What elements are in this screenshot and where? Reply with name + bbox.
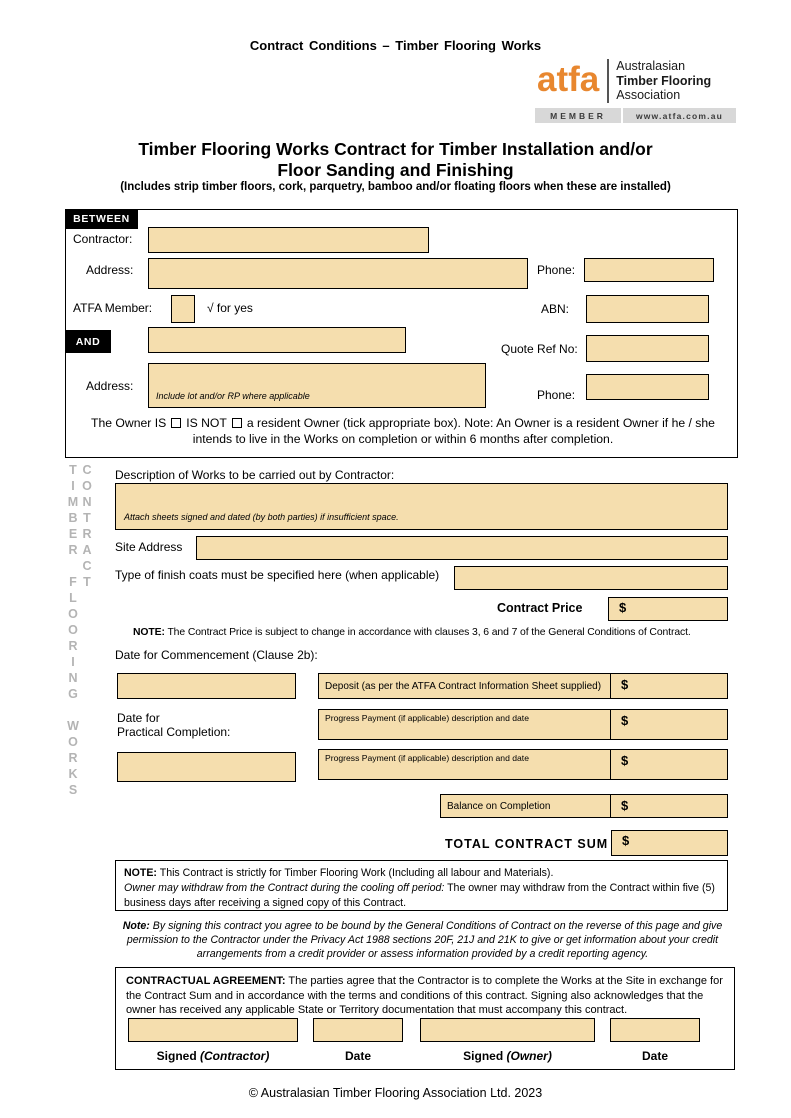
logo-org-line1: Australasian — [616, 59, 686, 74]
deposit-amount-field[interactable] — [611, 674, 727, 698]
owner-is-checkbox[interactable] — [171, 418, 181, 428]
dollar-sign: $ — [619, 600, 627, 615]
contractor-name-field[interactable] — [148, 227, 429, 253]
between-label: BETWEEN — [65, 209, 138, 229]
privacy-note — [100, 920, 745, 961]
site-address-field[interactable] — [196, 536, 728, 560]
resident-owner-statement — [79, 416, 727, 448]
finish-coats-field[interactable] — [454, 566, 728, 590]
progress-payment-2-amount-field[interactable] — [611, 750, 727, 779]
dollar-sign: $ — [622, 833, 630, 848]
description-of-works-label: Description of Works to be carried out by Contractor: — [115, 468, 395, 482]
sig-label-paren: (Owner) — [506, 1049, 552, 1063]
quote-ref-label: Quote Ref No: — [501, 342, 578, 356]
owner-phone-label: Phone: — [537, 388, 576, 402]
note1-bold: NOTE: — [124, 867, 157, 879]
dollar-sign: $ — [621, 713, 629, 728]
total-contract-sum-field[interactable] — [611, 830, 728, 856]
note1-rest: The owner may withdraw from the Contract within five (5) business days after receiving a signed copy of this Contract. — [124, 881, 715, 909]
logo-org-name — [616, 59, 711, 102]
contract-title-line1: Timber Flooring Works Contract for Timber Installation and/or — [138, 139, 653, 159]
agreement-text: The parties agree that the Contractor is to complete the Works at the Site in exchange for the Contract Sum and in accordance with the terms and conditions of this contract. Signing also acknowledges that the owner has received any applicable State or Territory documentation that must accompany this contract. — [126, 975, 723, 1017]
progress-payment-1-label: Progress Payment (if applicable) description and date — [319, 710, 611, 739]
contractor-label: Contractor: — [73, 232, 133, 246]
atfa-member-checkbox[interactable] — [171, 295, 195, 323]
logo-org-line3: Association — [616, 88, 681, 103]
signed-contractor-field[interactable] — [128, 1018, 298, 1042]
copyright-footer: © Australasian Timber Flooring Association Ltd. 2023 — [248, 1086, 543, 1100]
abn-field[interactable] — [586, 295, 709, 323]
owner-is-not-checkbox[interactable] — [232, 418, 242, 428]
balance-label: Balance on Completion — [441, 795, 611, 817]
note-line-1 — [124, 866, 719, 881]
balance-amount-field[interactable] — [611, 795, 727, 817]
and-label: AND — [65, 330, 111, 353]
finish-coats-label: Type of finish coats must be specified here (when applicable) — [115, 568, 440, 582]
tick-for-yes-hint: √ for yes — [207, 301, 253, 315]
sig-label-text: Signed — [463, 1049, 507, 1063]
contractor-phone-label: Phone: — [537, 263, 576, 277]
commencement-date-label: Date for Commencement (Clause 2b): — [115, 648, 318, 662]
site-address-label: Site Address — [115, 540, 183, 554]
description-of-works-field[interactable] — [115, 483, 728, 530]
price-note — [133, 627, 691, 638]
contract-note-box — [115, 860, 728, 911]
sig-label-text: Date — [641, 1049, 668, 1063]
abn-label: ABN: — [541, 302, 570, 316]
owner-address-hint: Include lot and/or RP where applicable — [156, 391, 310, 401]
price-note-bold: NOTE: — [133, 627, 165, 638]
practical-completion-line1: Date for — [117, 711, 160, 725]
contractor-address-label: Address: — [86, 263, 134, 277]
note2-text: By signing this contract you agree to be bound by the General Conditions of Contract on the reverse of this page and give permission to the Contractor under the Privacy Act 1988 sections 20F, 21J and 21K to give or get information about your credit arrangements from a credit provider or assess information provided by a credit reporting agency. — [126, 920, 723, 960]
atfa-logo — [535, 57, 736, 123]
note2-bold: Note: — [122, 920, 150, 932]
agreement-heading: CONTRACTUAL AGREEMENT: — [126, 975, 286, 987]
signed-owner-label — [420, 1049, 595, 1063]
dollar-sign: $ — [621, 753, 629, 768]
practical-completion-line2: Practical Completion: — [117, 725, 231, 739]
progress-payment-1-amount-field[interactable] — [611, 710, 727, 739]
owner-date-field[interactable] — [610, 1018, 700, 1042]
resident-text-3: a resident Owner (tick appropriate box). Note: An Owner is a resident Owner if he / she intends to live in the Works on completion or within 6 months after completion. — [192, 416, 715, 446]
parties-section — [65, 209, 738, 458]
resident-text-2: IS NOT — [186, 416, 227, 430]
owner-address-label: Address: — [86, 379, 134, 393]
contract-title — [40, 139, 751, 180]
quote-ref-field[interactable] — [586, 335, 709, 362]
sig-label-text: Signed — [156, 1049, 200, 1063]
deposit-row — [318, 673, 728, 699]
total-contract-sum-label: TOTAL CONTRACT SUM — [445, 837, 609, 851]
note-line-2 — [124, 881, 719, 911]
contractor-date-label — [313, 1049, 403, 1063]
price-note-text: The Contract Price is subject to change in accordance with clauses 3, 6 and 7 of the General Conditions of Contract. — [167, 627, 691, 638]
atfa-member-label: ATFA Member: — [73, 301, 153, 315]
note1-italic: Owner may withdraw from the Contract during the cooling off period: — [124, 881, 445, 894]
commencement-date-field[interactable] — [117, 673, 296, 699]
progress-payment-row-1 — [318, 709, 728, 740]
owner-phone-field[interactable] — [586, 374, 709, 400]
signed-contractor-label — [128, 1049, 298, 1063]
signed-owner-field[interactable] — [420, 1018, 595, 1042]
logo-divider — [607, 59, 609, 103]
owner-address-field[interactable] — [148, 363, 486, 408]
progress-payment-row-2 — [318, 749, 728, 780]
vertical-watermark-text: TIMBER FLOORING WORKS CONTRACT — [66, 463, 94, 799]
deposit-label: Deposit (as per the ATFA Contract Information Sheet supplied) — [319, 674, 611, 698]
sig-label-paren: (Contractor) — [200, 1049, 270, 1063]
practical-completion-date-field[interactable] — [117, 752, 296, 782]
owner-date-label — [610, 1049, 700, 1063]
contractor-phone-field[interactable] — [584, 258, 714, 282]
contractor-address-field[interactable] — [148, 258, 528, 289]
practical-completion-label — [117, 711, 230, 739]
member-badge: MEMBER — [535, 108, 621, 123]
contract-subtitle: (Includes strip timber floors, cork, parquetry, bamboo and/or floating floors when these are installed) — [120, 181, 671, 193]
dollar-sign: $ — [621, 798, 629, 813]
logo-website: www.atfa.com.au — [623, 108, 736, 123]
resident-text-1: The Owner IS — [91, 416, 167, 430]
logo-org-line2: Timber Flooring — [616, 73, 712, 88]
description-hint: Attach sheets signed and dated (by both parties) if insufficient space. — [124, 512, 399, 522]
contractor-date-field[interactable] — [313, 1018, 403, 1042]
progress-payment-2-label: Progress Payment (if applicable) description and date — [319, 750, 611, 779]
balance-row — [440, 794, 728, 818]
sig-label-text: Date — [344, 1049, 371, 1063]
owner-name-field[interactable] — [148, 327, 406, 353]
contract-title-line2: Floor Sanding and Finishing — [277, 159, 514, 180]
contract-price-field[interactable] — [608, 597, 728, 621]
atfa-brand-icon: atfa — [537, 59, 600, 99]
note1-text: This Contract is strictly for Timber Flooring Work (Including all labour and Materials). — [156, 867, 554, 879]
contract-price-label: Contract Price — [497, 601, 583, 615]
page-header-title: Contract Conditions – Timber Flooring Works — [249, 38, 542, 53]
dollar-sign: $ — [621, 677, 629, 692]
